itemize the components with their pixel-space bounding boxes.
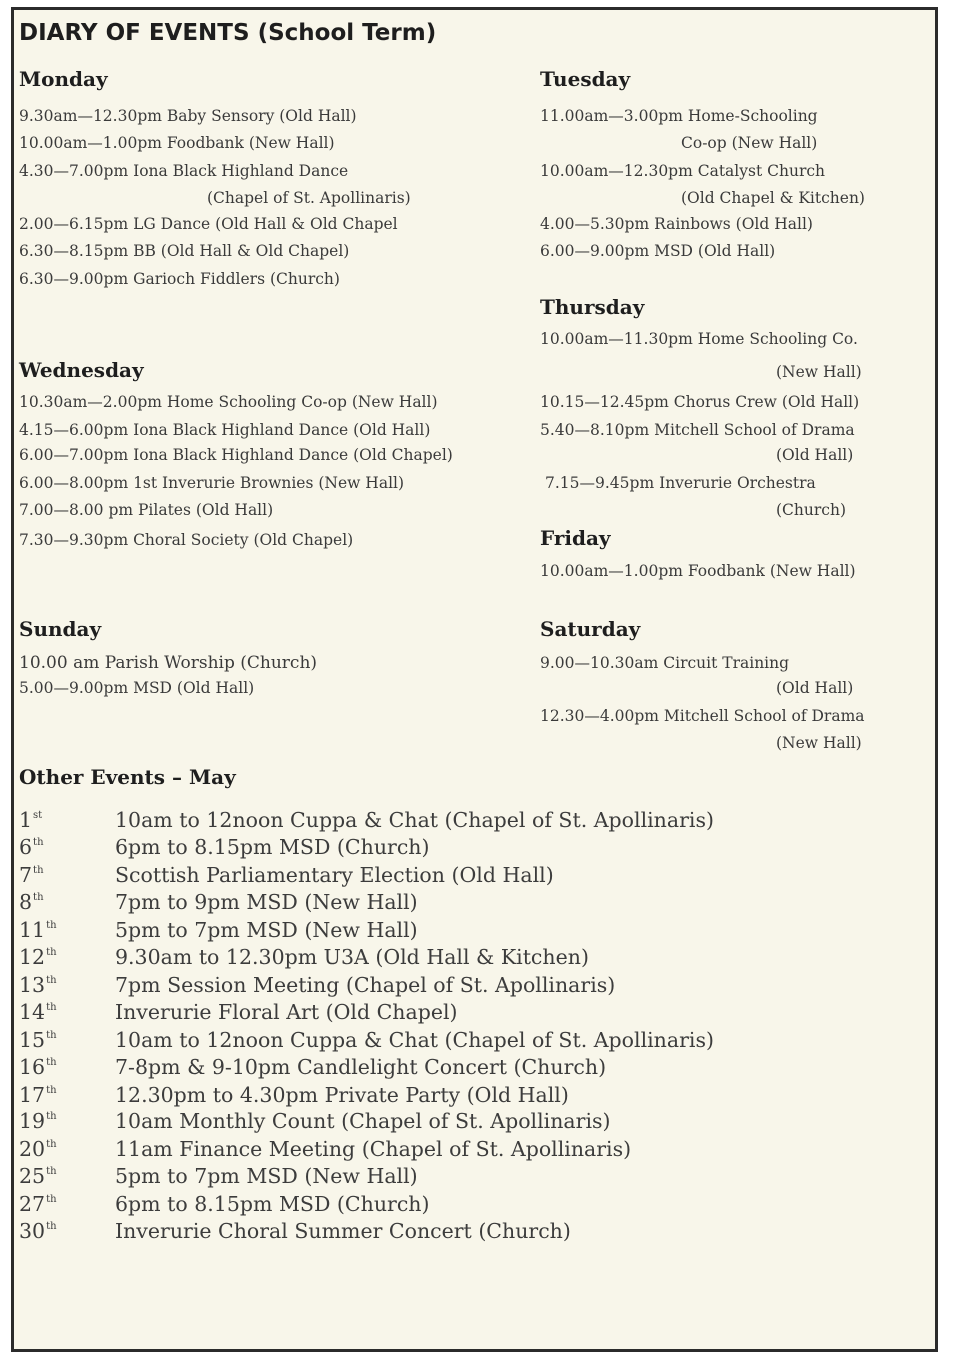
event-row [19,1083,919,1109]
event-date: 13th [19,973,57,997]
event-row [19,1137,919,1163]
event-date: 27th [19,1192,57,1216]
event-text: 6pm to 8.15pm MSD (Church) [115,1192,430,1216]
thursday-heading: Thursday [540,295,645,319]
sunday-heading: Sunday [19,617,102,641]
tuesday-line: 6.00—9.00pm MSD (Old Hall) [540,242,776,260]
event-date: 6th [19,835,44,859]
event-date: 30th [19,1219,57,1243]
page-title: DIARY OF EVENTS (School Term) [19,20,437,46]
thursday-line: 5.40—8.10pm Mitchell School of Drama [540,421,855,439]
tuesday-line: (Old Chapel & Kitchen) [681,189,865,207]
thursday-line: (Church) [776,501,846,519]
friday-line: 10.00am—1.00pm Foodbank (New Hall) [540,562,856,580]
wednesday-line: 7.00—8.00 pm Pilates (Old Hall) [19,501,274,519]
friday-heading: Friday [540,526,611,550]
saturday-line: 12.30—4.00pm Mitchell School of Drama [540,707,865,725]
event-row [19,863,919,889]
event-row [19,835,919,861]
event-date: 20th [19,1137,57,1161]
event-date: 15th [19,1028,57,1052]
saturday-line: (New Hall) [776,734,862,752]
sunday-line: 5.00—9.00pm MSD (Old Hall) [19,679,255,697]
monday-line: (Chapel of St. Apollinaris) [207,189,411,207]
event-text: Scottish Parliamentary Election (Old Hall) [115,863,554,887]
event-row [19,1000,919,1026]
event-text: 9.30am to 12.30pm U3A (Old Hall & Kitchen) [115,945,589,969]
tuesday-line: 10.00am—12.30pm Catalyst Church [540,162,826,180]
saturday-heading: Saturday [540,617,641,641]
event-row [19,890,919,916]
wednesday-line: 4.15—6.00pm Iona Black Highland Dance (Old Hall) [19,421,431,439]
monday-line: 10.00am—1.00pm Foodbank (New Hall) [19,134,335,152]
monday-line: 2.00—6.15pm LG Dance (Old Hall & Old Chapel [19,215,398,233]
monday-line: 9.30am—12.30pm Baby Sensory (Old Hall) [19,107,357,125]
event-date: 17th [19,1083,57,1107]
event-date: 14th [19,1000,57,1024]
wednesday-line: 6.00—7.00pm Iona Black Highland Dance (Old Chapel) [19,446,453,464]
wednesday-line: 6.00—8.00pm 1st Inverurie Brownies (New Hall) [19,474,405,492]
tuesday-line: 4.00—5.30pm Rainbows (Old Hall) [540,215,813,233]
event-row [19,1028,919,1054]
event-row [19,1164,919,1190]
event-row [19,918,919,944]
monday-line: 6.30—9.00pm Garioch Fiddlers (Church) [19,270,340,288]
tuesday-line: Co-op (New Hall) [681,134,818,152]
event-text: 10am to 12noon Cuppa & Chat (Chapel of St. Apollinaris) [115,1028,714,1052]
event-text: 12.30pm to 4.30pm Private Party (Old Hall) [115,1083,569,1107]
wednesday-heading: Wednesday [19,358,144,382]
event-text: Inverurie Choral Summer Concert (Church) [115,1219,571,1243]
thursday-line: (Old Hall) [776,446,854,464]
thursday-line: (New Hall) [776,363,862,381]
monday-line: 4.30—7.00pm Iona Black Highland Dance [19,162,349,180]
event-date: 11th [19,918,57,942]
event-text: 7-8pm & 9-10pm Candlelight Concert (Church) [115,1055,607,1079]
event-text: 5pm to 7pm MSD (New Hall) [115,918,418,942]
event-text: 10am to 12noon Cuppa & Chat (Chapel of St. Apollinaris) [115,808,714,832]
event-date: 7th [19,863,44,887]
event-date: 16th [19,1055,57,1079]
event-date: 25th [19,1164,57,1188]
event-date: 19th [19,1109,57,1133]
thursday-line: 10.00am—11.30pm Home Schooling Co. [540,330,858,348]
event-row [19,1109,919,1135]
wednesday-line: 7.30—9.30pm Choral Society (Old Chapel) [19,531,354,549]
saturday-line: 9.00—10.30am Circuit Training [540,654,790,672]
event-row [19,808,919,834]
tuesday-heading: Tuesday [540,67,631,91]
event-text: 11am Finance Meeting (Chapel of St. Apollinaris) [115,1137,632,1161]
event-date: 1st [19,808,43,832]
event-row [19,945,919,971]
monday-line: 6.30—8.15pm BB (Old Hall & Old Chapel) [19,242,350,260]
thursday-line: 7.15—9.45pm Inverurie Orchestra [545,474,816,492]
tuesday-line: 11.00am—3.00pm Home-Schooling [540,107,818,125]
event-text: 6pm to 8.15pm MSD (Church) [115,835,430,859]
event-text: Inverurie Floral Art (Old Chapel) [115,1000,458,1024]
sunday-line: 10.00 am Parish Worship (Church) [19,653,318,673]
event-text: 7pm to 9pm MSD (New Hall) [115,890,418,914]
event-text: 10am Monthly Count (Chapel of St. Apollinaris) [115,1109,611,1133]
event-row [19,1219,919,1245]
event-text: 5pm to 7pm MSD (New Hall) [115,1164,418,1188]
event-row [19,1055,919,1081]
thursday-line: 10.15—12.45pm Chorus Crew (Old Hall) [540,393,860,411]
event-row [19,973,919,999]
monday-heading: Monday [19,67,108,91]
other-events-heading: Other Events – May [19,765,236,789]
wednesday-line: 10.30am—2.00pm Home Schooling Co-op (New Hall) [19,393,438,411]
event-date: 8th [19,890,44,914]
event-text: 7pm Session Meeting (Chapel of St. Apollinaris) [115,973,616,997]
event-row [19,1192,919,1218]
saturday-line: (Old Hall) [776,679,854,697]
event-date: 12th [19,945,57,969]
